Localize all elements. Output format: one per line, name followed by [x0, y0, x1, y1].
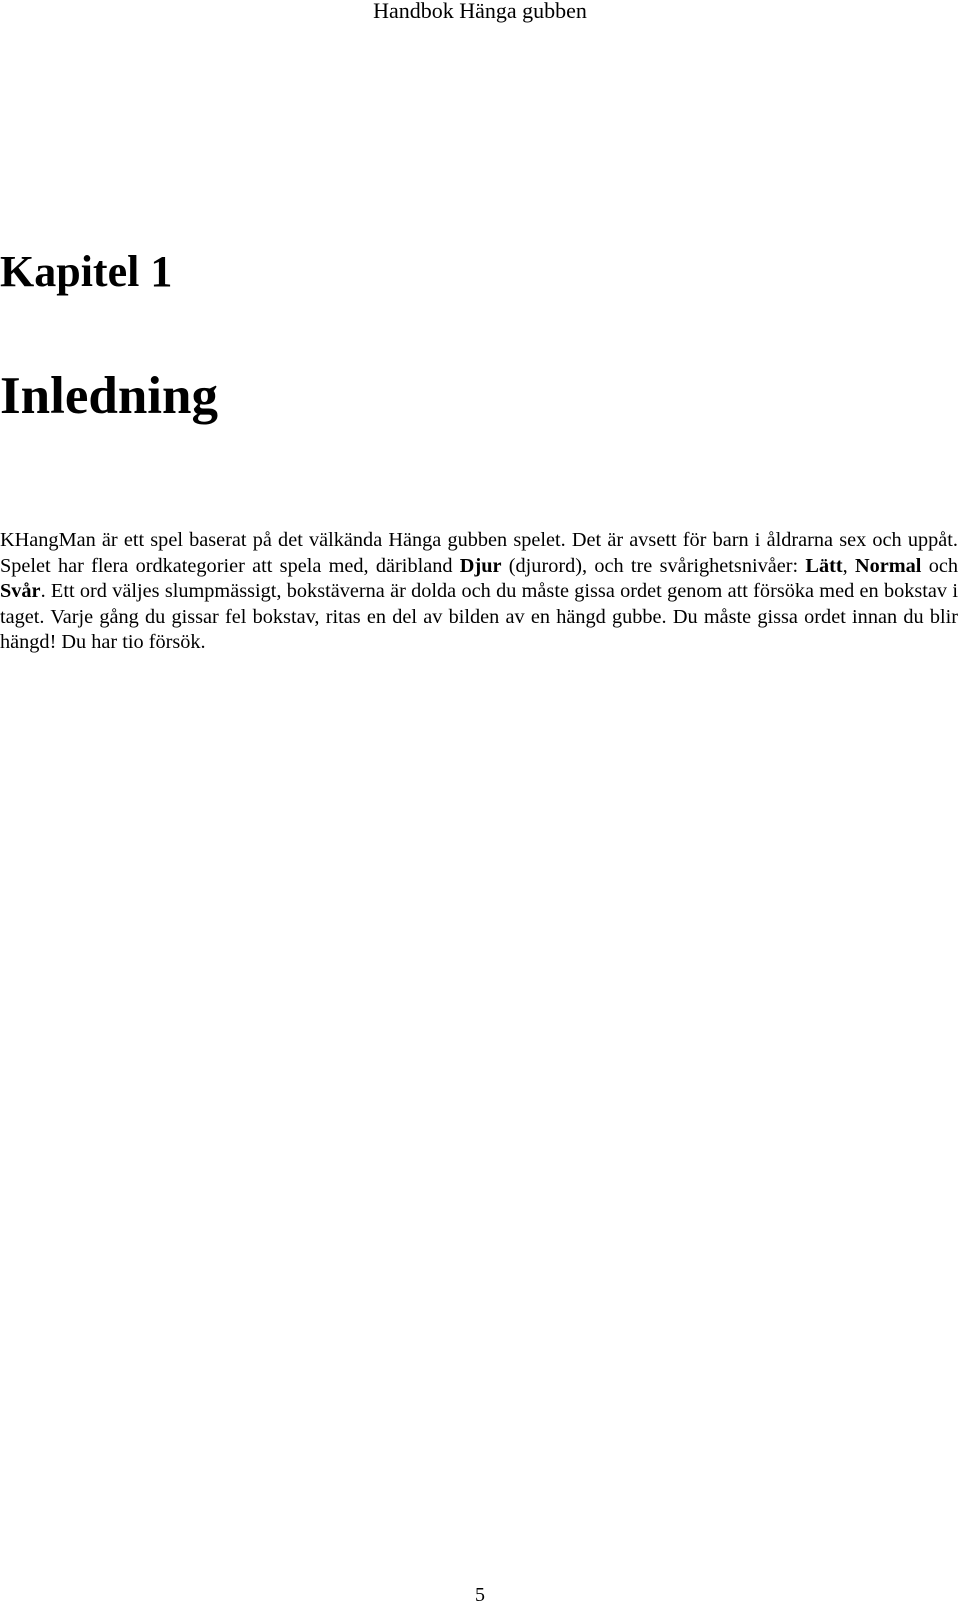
chapter-title: Inledning	[0, 367, 219, 425]
level-easy: Lätt	[805, 554, 843, 577]
level-hard: Svår	[0, 580, 41, 602]
page-number: 5	[475, 1584, 485, 1606]
chapter-label: Kapitel 1	[0, 247, 173, 296]
intro-text-2: (djurord), och tre svårighetsnivåer:	[501, 554, 806, 577]
level-separator: ,	[842, 554, 855, 577]
intro-text-1: KHangMan är ett spel baserat på det välkända Hänga gubben spelet. Det är avsett för barn i åldrarna sex och uppåt. Spelet har flera ordkategorier att spela med, däribland	[0, 529, 958, 577]
intro-paragraph	[0, 528, 958, 656]
running-header: Handbok Hänga gubben	[373, 0, 587, 23]
level-conjunction: och	[921, 554, 959, 577]
intro-text-3: . Ett ord väljes slumpmässigt, bokstäverna är dolda och du måste gissa ordet genom att försöka med en bokstav i taget. Varje gång du gissar fel bokstav, ritas en del av bilden av en hängd gubbe. Du måste gissa ordet innan du blir hängd! Du har tio försök.	[0, 580, 958, 653]
level-normal: Normal	[854, 554, 922, 577]
category-animals: Djur	[459, 554, 502, 577]
